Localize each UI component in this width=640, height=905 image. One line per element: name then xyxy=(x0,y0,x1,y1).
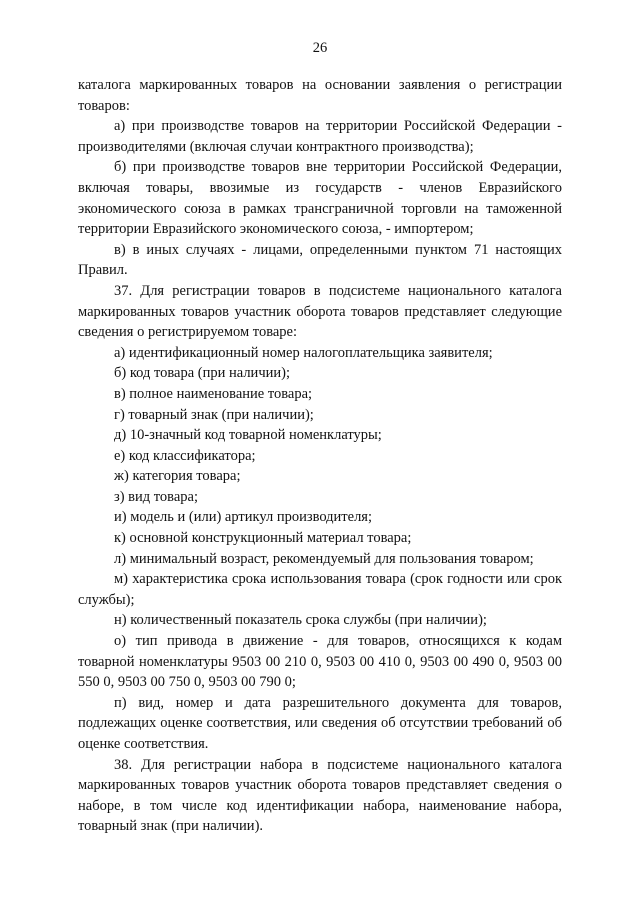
list-item-zh-category: ж) категория товара; xyxy=(114,468,241,485)
list-item-p-permit-document: п) вид, номер и дата разрешительного документа для товаров, подлежащих оценке соответствия, или сведения об отсутствии требований об оценке соответствия. xyxy=(78,694,562,752)
list-item-k-material: к) основной конструкционный материал товара; xyxy=(114,530,412,547)
list-item-e-classifier-code: е) код классификатора; xyxy=(114,447,256,464)
list-item-m-usage-period: м) характеристика срока использования товара (срок годности или срок службы); xyxy=(78,571,562,608)
paragraph-item-a-producers: а) при производстве товаров на территории Российской Федерации - производителями (включая случаи контрактного производства); xyxy=(78,118,562,155)
list-item-g-trademark: г) товарный знак (при наличии); xyxy=(114,406,314,423)
list-item-z-kind: з) вид товара; xyxy=(114,488,198,505)
page-number: 26 xyxy=(312,40,328,56)
paragraph-item-b-importer: б) при производстве товаров вне территории Российской Федерации, включая товары, ввозимые из государств - членов Евразийского экономического союза в рамках трансграничной торговли на таможенной территории Евразийского экономического союза, - импортером; xyxy=(78,159,562,238)
document-body xyxy=(78,75,562,837)
list-item-i-model: и) модель и (или) артикул производителя; xyxy=(114,509,373,526)
list-item-l-min-age: л) минимальный возраст, рекомендуемый для пользования товаром; xyxy=(114,550,534,567)
paragraph-catalog-continuation: каталога маркированных товаров на основании заявления о регистрации товаров: xyxy=(78,77,562,114)
list-item-a-inn: а) идентификационный номер налогоплательщика заявителя; xyxy=(114,344,493,361)
list-item-n-service-life: н) количественный показатель срока службы (при наличии); xyxy=(114,612,487,629)
list-item-v-full-name: в) полное наименование товара; xyxy=(114,385,313,402)
list-item-o-drive-type: о) тип привода в движение - для товаров, относящихся к кодам товарной номенклатуры 9503 00 210 0, 9503 00 410 0, 9503 00 490 0, 9503 00 550 0, 9503 00 750 0, 9503 00 790 0; xyxy=(78,633,562,691)
list-item-b-product-code: б) код товара (при наличии); xyxy=(114,365,290,382)
paragraph-item-v-other: в) в иных случаях - лицами, определенными пунктом 71 настоящих Правил. xyxy=(78,241,562,279)
list-item-d-tn-code: д) 10-значный код товарной номенклатуры; xyxy=(114,427,382,444)
paragraph-clause-38: 38. Для регистрации набора в подсистеме национального каталога маркированных товаров участник оборота товаров представляет сведения о наборе, в том числе код идентификации набора, наименование набора, товарный знак (при наличии). xyxy=(78,756,562,835)
paragraph-clause-37: 37. Для регистрации товаров в подсистеме национального каталога маркированных товаров участник оборота товаров представляет следующие сведения о регистрируемом товаре: xyxy=(78,282,562,341)
